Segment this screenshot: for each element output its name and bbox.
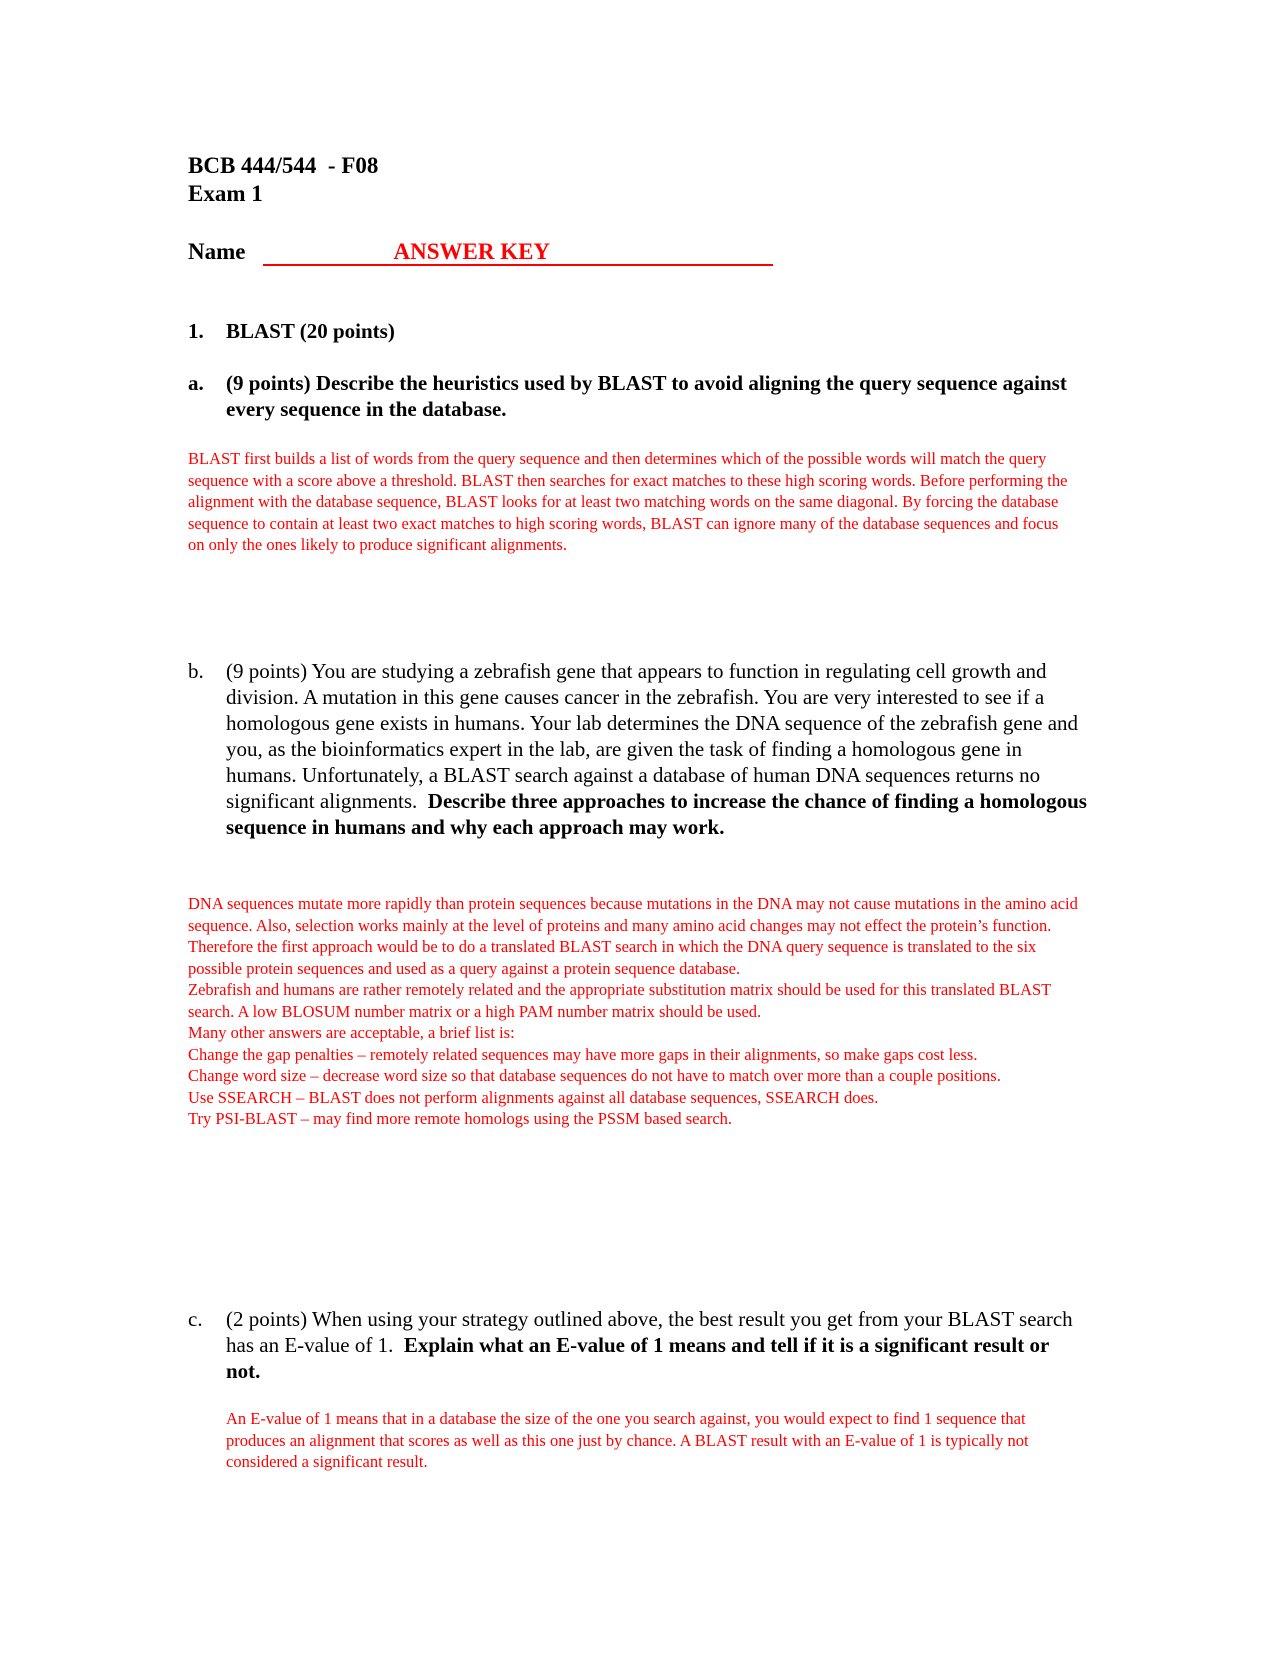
part-b-answer-line: Change word size – decrease word size so that database sequences do not have to match over more than a couple positions. xyxy=(188,1066,1001,1085)
part-a-label: a. xyxy=(188,371,204,395)
name-value: ANSWER KEY xyxy=(263,240,773,266)
part-b-answer-line: Zebrafish and humans are rather remotely related and the appropriate substitution matrix should be used for this translated BLAST search. A low BLOSUM number matrix or a high PAM number matrix should be used. xyxy=(188,980,1051,1021)
part-b-prompt-text: (9 points) You are studying a zebrafish gene that appears to function in regulating cell growth and division. A mutation in this gene causes cancer in the zebrafish. You are very interested to see if a homologous gene exists in humans. Your lab determines the DNA sequence of the zebrafish gene and you, as the bioinformatics expert in the lab, are given the task of finding a homologous gene in humans. Unfortunately, a BLAST search against a database of human DNA sequences returns no significant alignments. xyxy=(226,659,1079,813)
part-c-answer xyxy=(226,1408,1076,1473)
part-a-text: (9 points) Describe the heuristics used by BLAST to avoid aligning the query sequence against every sequence in the database. xyxy=(226,371,1067,421)
part-a-answer xyxy=(188,448,1068,556)
part-b-text xyxy=(226,658,1088,840)
part-b-answer-line: Change the gap penalties – remotely related sequences may have more gaps in their alignments, so make gaps cost less. xyxy=(188,1044,978,1064)
part-c-text xyxy=(226,1306,1088,1384)
question-number: 1. xyxy=(188,319,204,343)
part-c-label: c. xyxy=(188,1307,203,1331)
part-c-prompt xyxy=(188,1306,1088,1384)
part-b-answer-line: DNA sequences mutate more rapidly than protein sequences because mutations in the DNA may not cause mutations in the amino acid sequence. Also, selection works mainly at the level of proteins and many amino acid changes may not effect the protein’s function. Therefore the first approach would be to do a translated BLAST search in which the DNA query sequence is translated to the six possible protein sequences and used as a query against a protein sequence database. xyxy=(188,894,1078,978)
course-title: BCB 444/544 - F08 xyxy=(188,153,379,178)
part-b-label: b. xyxy=(188,659,204,683)
part-c-answer-text: An E-value of 1 means that in a database the size of the one you search against, you would expect to find 1 sequence that produces an alignment that scores as well as this one just by chance. A BLAST result with an E-value of 1 is typically not considered a significant result. xyxy=(226,1409,1029,1471)
name-label: Name xyxy=(188,239,246,264)
part-a-prompt xyxy=(188,370,1088,422)
part-a-answer-text: BLAST first builds a list of words from the query sequence and then determines which of the possible words will match the query sequence with a score above a threshold. BLAST then searches for exact matches to these high scoring words. Before performing the alignment with the database sequence, BLAST looks for at least two matching words on the same diagonal. By forcing the database sequence to contain at least two exact matches to high scoring words, BLAST can ignore many of the database sequences and focus on only the ones likely to produce significant alignments. xyxy=(188,449,1068,554)
name-line xyxy=(188,238,773,266)
part-b-answer-line: Use SSEARCH – BLAST does not perform alignments against all database sequences, SSEARCH does. xyxy=(188,1087,879,1107)
part-b-answer xyxy=(188,893,1088,1130)
part-b-answer-line: Try PSI-BLAST – may find more remote homologs using the PSSM based search. xyxy=(188,1109,733,1128)
question-title: BLAST (20 points) xyxy=(226,319,395,343)
exam-title: Exam 1 xyxy=(188,181,263,206)
part-b-prompt-bold: Describe three approaches to increase the chance of finding a homologous sequence in humans and why each approach may work. xyxy=(226,789,1087,839)
part-b-answer-line: Many other answers are acceptable, a brief list is: xyxy=(188,1023,515,1042)
part-c-prompt-text: (2 points) When using your strategy outlined above, the best result you get from your BLAST search has an E-value of 1. xyxy=(226,1307,1073,1357)
question-1-title xyxy=(188,318,395,344)
part-b-prompt xyxy=(188,658,1088,840)
part-c-prompt-bold: Explain what an E-value of 1 means and tell if it is a significant result or not. xyxy=(226,1333,1049,1383)
course-header xyxy=(188,152,378,208)
